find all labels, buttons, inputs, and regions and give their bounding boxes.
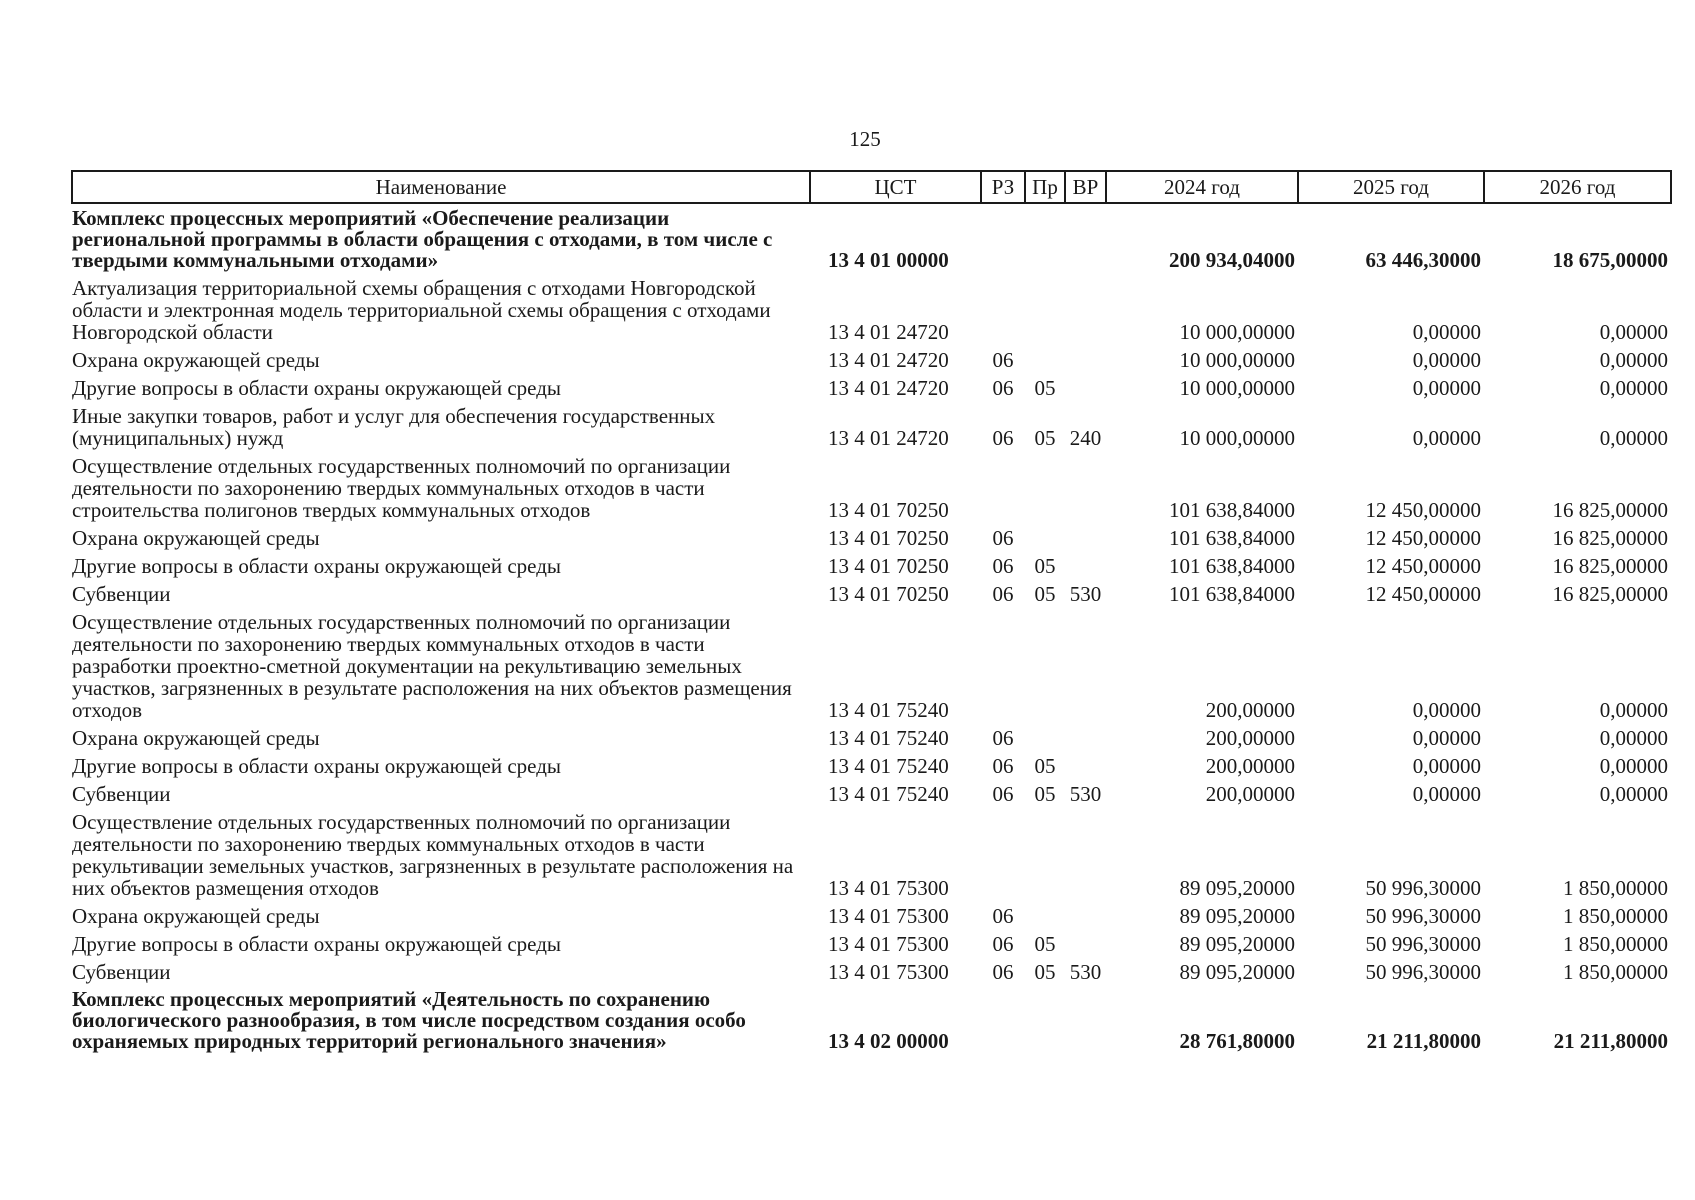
row-amount-2025: 0,00000 — [1412, 348, 1481, 372]
header-name: Наименование — [72, 171, 810, 203]
page-number: 125 — [849, 127, 881, 151]
row-amount-2026: 21 211,80000 — [1553, 1029, 1668, 1053]
header-rz: РЗ — [981, 171, 1025, 203]
row-cst: 13 4 01 24720 — [828, 426, 949, 450]
row-amount-2025: 0,00000 — [1412, 426, 1481, 450]
row-pr: 05 — [1034, 782, 1056, 806]
row-rz: 06 — [992, 554, 1014, 578]
row-rz: 06 — [992, 904, 1014, 928]
row-amount-2025: 0,00000 — [1412, 376, 1481, 400]
row-pr: 05 — [1034, 582, 1056, 606]
row-amount-2025: 50 996,30000 — [1365, 876, 1481, 900]
table-row — [72, 751, 1671, 779]
row-rz — [981, 607, 1025, 723]
row-cst: 13 4 01 75300 — [828, 876, 949, 900]
row-pr: 05 — [1034, 960, 1056, 984]
row-pr — [1025, 901, 1065, 929]
row-vr: 530 — [1069, 960, 1102, 984]
row-rz: 06 — [992, 526, 1014, 550]
row-name: Охрана окружающей среды — [72, 348, 320, 372]
table-row — [72, 957, 1671, 985]
row-vr — [1065, 523, 1106, 551]
row-name: Субвенции — [72, 960, 171, 984]
row-amount-2024: 89 095,20000 — [1179, 932, 1295, 956]
row-amount-2026: 1 850,00000 — [1563, 932, 1668, 956]
row-vr — [1065, 203, 1106, 273]
row-cst: 13 4 01 70250 — [828, 582, 949, 606]
row-amount-2024: 101 638,84000 — [1169, 582, 1295, 606]
row-rz — [981, 451, 1025, 523]
table-row — [72, 929, 1671, 957]
table-row — [72, 523, 1671, 551]
row-amount-2025: 50 996,30000 — [1365, 960, 1481, 984]
row-amount-2024: 89 095,20000 — [1179, 960, 1295, 984]
row-rz: 06 — [992, 426, 1014, 450]
row-name: Иные закупки товаров, работ и услуг для обеспечения государственных (муниципальных) нужд — [72, 404, 716, 450]
row-cst: 13 4 01 00000 — [828, 248, 949, 272]
table-row — [72, 551, 1671, 579]
row-amount-2024: 10 000,00000 — [1179, 426, 1295, 450]
row-pr — [1025, 345, 1065, 373]
row-amount-2024: 200,00000 — [1205, 782, 1295, 806]
row-rz — [981, 273, 1025, 345]
table-row — [72, 579, 1671, 607]
row-amount-2025: 0,00000 — [1412, 698, 1481, 722]
row-rz: 06 — [992, 726, 1014, 750]
row-amount-2024: 89 095,20000 — [1179, 904, 1295, 928]
row-cst: 13 4 01 24720 — [828, 348, 949, 372]
row-vr — [1065, 451, 1106, 523]
row-pr — [1025, 273, 1065, 345]
row-amount-2026: 0,00000 — [1599, 754, 1668, 778]
row-amount-2025: 0,00000 — [1412, 726, 1481, 750]
row-name: Другие вопросы в области охраны окружающей среды — [72, 376, 561, 400]
table-row — [72, 901, 1671, 929]
table-row — [72, 203, 1671, 273]
row-cst: 13 4 01 70250 — [828, 554, 949, 578]
row-amount-2024: 101 638,84000 — [1169, 526, 1295, 550]
row-amount-2026: 0,00000 — [1599, 320, 1668, 344]
row-amount-2024: 10 000,00000 — [1179, 320, 1295, 344]
row-vr — [1065, 373, 1106, 401]
table-row — [72, 607, 1671, 723]
table-row — [72, 985, 1671, 1054]
row-pr — [1025, 523, 1065, 551]
row-pr — [1025, 985, 1065, 1054]
row-cst: 13 4 01 75240 — [828, 754, 949, 778]
row-vr — [1065, 273, 1106, 345]
row-amount-2026: 16 825,00000 — [1552, 554, 1668, 578]
row-rz: 06 — [992, 782, 1014, 806]
row-vr — [1065, 551, 1106, 579]
table-body — [72, 203, 1671, 1054]
table-row — [72, 779, 1671, 807]
row-amount-2025: 0,00000 — [1412, 754, 1481, 778]
row-amount-2026: 0,00000 — [1599, 726, 1668, 750]
budget-table — [71, 170, 1672, 1054]
row-name: Другие вопросы в области охраны окружающей среды — [72, 932, 561, 956]
row-rz: 06 — [992, 348, 1014, 372]
row-pr: 05 — [1034, 376, 1056, 400]
row-vr: 240 — [1069, 426, 1102, 450]
header-pr: Пр — [1025, 171, 1065, 203]
row-rz — [981, 985, 1025, 1054]
header-2025: 2025 год — [1298, 171, 1484, 203]
row-amount-2024: 200 934,04000 — [1169, 248, 1295, 272]
row-vr — [1065, 607, 1106, 723]
row-amount-2024: 28 761,80000 — [1179, 1029, 1295, 1053]
row-rz: 06 — [992, 582, 1014, 606]
row-amount-2024: 10 000,00000 — [1179, 376, 1295, 400]
row-cst: 13 4 01 75300 — [828, 960, 949, 984]
row-amount-2026: 18 675,00000 — [1552, 248, 1668, 272]
row-cst: 13 4 01 75240 — [828, 726, 949, 750]
row-amount-2026: 0,00000 — [1599, 376, 1668, 400]
row-amount-2026: 1 850,00000 — [1563, 904, 1668, 928]
row-vr — [1065, 807, 1106, 901]
table-row — [72, 345, 1671, 373]
row-amount-2026: 1 850,00000 — [1563, 876, 1668, 900]
row-name: Актуализация территориальной схемы обращения с отходами Новгородской области и электронная модель территориальной схемы обращения с отходами Новгородской области — [72, 276, 771, 344]
table-row — [72, 807, 1671, 901]
row-rz — [981, 203, 1025, 273]
row-name: Другие вопросы в области охраны окружающей среды — [72, 754, 561, 778]
row-amount-2025: 0,00000 — [1412, 320, 1481, 344]
row-cst: 13 4 01 70250 — [828, 498, 949, 522]
table-row — [72, 273, 1671, 345]
table-row — [72, 451, 1671, 523]
row-name: Осуществление отдельных государственных полномочий по организации деятельности по захоронению твердых коммунальных отходов в части строительства полигонов твердых коммунальных отходов — [72, 454, 731, 522]
row-name: Охрана окружающей среды — [72, 726, 320, 750]
row-pr — [1025, 451, 1065, 523]
row-amount-2026: 1 850,00000 — [1563, 960, 1668, 984]
row-name: Комплекс процессных мероприятий «Деятельность по сохранению биологического разнообразия, в том числе посредством создания особо охраняемых природных территорий регионального значения» — [72, 987, 746, 1053]
row-amount-2026: 16 825,00000 — [1552, 582, 1668, 606]
row-amount-2025: 12 450,00000 — [1365, 554, 1481, 578]
row-pr — [1025, 203, 1065, 273]
row-vr — [1065, 751, 1106, 779]
row-cst: 13 4 01 24720 — [828, 376, 949, 400]
row-cst: 13 4 01 70250 — [828, 526, 949, 550]
row-rz — [981, 807, 1025, 901]
row-amount-2024: 200,00000 — [1205, 754, 1295, 778]
row-amount-2025: 50 996,30000 — [1365, 932, 1481, 956]
table-row — [72, 373, 1671, 401]
header-cst: ЦСТ — [810, 171, 981, 203]
row-pr: 05 — [1034, 554, 1056, 578]
row-amount-2025: 50 996,30000 — [1365, 904, 1481, 928]
row-rz: 06 — [992, 376, 1014, 400]
row-amount-2026: 16 825,00000 — [1552, 526, 1668, 550]
row-pr: 05 — [1034, 426, 1056, 450]
table-row — [72, 723, 1671, 751]
row-cst: 13 4 01 75300 — [828, 932, 949, 956]
row-name: Осуществление отдельных государственных полномочий по организации деятельности по захоронению твердых коммунальных отходов в части разработки проектно-сметной документации на рекультивацию земельных участков, загрязненных в результате расположения на них объектов размещения отходов — [72, 610, 792, 722]
row-amount-2026: 0,00000 — [1599, 426, 1668, 450]
row-rz: 06 — [992, 932, 1014, 956]
row-name: Комплекс процессных мероприятий «Обеспечение реализации региональной программы в области обращения с отходами, в том числе с твердыми коммунальными отходами» — [72, 206, 773, 272]
row-name: Осуществление отдельных государственных полномочий по организации деятельности по захоронению твердых коммунальных отходов в части рекультивации земельных участков, загрязненных в результате расположения на них объектов размещения отходов — [72, 810, 794, 900]
row-amount-2024: 101 638,84000 — [1169, 554, 1295, 578]
row-amount-2024: 10 000,00000 — [1179, 348, 1295, 372]
row-amount-2025: 0,00000 — [1412, 782, 1481, 806]
row-amount-2024: 89 095,20000 — [1179, 876, 1295, 900]
row-name: Субвенции — [72, 582, 171, 606]
row-amount-2025: 63 446,30000 — [1365, 248, 1481, 272]
row-amount-2025: 21 211,80000 — [1366, 1029, 1481, 1053]
row-name: Субвенции — [72, 782, 171, 806]
row-pr — [1025, 607, 1065, 723]
row-name: Охрана окружающей среды — [72, 904, 320, 928]
row-rz: 06 — [992, 960, 1014, 984]
row-vr — [1065, 985, 1106, 1054]
row-name: Другие вопросы в области охраны окружающей среды — [72, 554, 561, 578]
row-amount-2024: 200,00000 — [1205, 698, 1295, 722]
row-amount-2025: 12 450,00000 — [1365, 582, 1481, 606]
row-pr: 05 — [1034, 932, 1056, 956]
row-cst: 13 4 01 75240 — [828, 698, 949, 722]
row-amount-2026: 16 825,00000 — [1552, 498, 1668, 522]
header-2026: 2026 год — [1484, 171, 1671, 203]
row-rz: 06 — [992, 754, 1014, 778]
row-cst: 13 4 01 24720 — [828, 320, 949, 344]
row-name: Охрана окружающей среды — [72, 526, 320, 550]
row-amount-2025: 12 450,00000 — [1365, 526, 1481, 550]
row-vr — [1065, 345, 1106, 373]
row-pr — [1025, 807, 1065, 901]
row-vr — [1065, 929, 1106, 957]
table-header — [72, 171, 1671, 203]
row-amount-2024: 101 638,84000 — [1169, 498, 1295, 522]
row-cst: 13 4 02 00000 — [828, 1029, 949, 1053]
table-row — [72, 401, 1671, 451]
row-vr: 530 — [1069, 582, 1102, 606]
row-pr: 05 — [1034, 754, 1056, 778]
row-cst: 13 4 01 75300 — [828, 904, 949, 928]
row-amount-2026: 0,00000 — [1599, 348, 1668, 372]
row-amount-2025: 12 450,00000 — [1365, 498, 1481, 522]
row-amount-2024: 200,00000 — [1205, 726, 1295, 750]
row-amount-2026: 0,00000 — [1599, 698, 1668, 722]
row-vr — [1065, 723, 1106, 751]
row-vr — [1065, 901, 1106, 929]
row-amount-2026: 0,00000 — [1599, 782, 1668, 806]
header-2024: 2024 год — [1106, 171, 1298, 203]
row-cst: 13 4 01 75240 — [828, 782, 949, 806]
row-vr: 530 — [1069, 782, 1102, 806]
header-vr: ВР — [1065, 171, 1106, 203]
row-pr — [1025, 723, 1065, 751]
